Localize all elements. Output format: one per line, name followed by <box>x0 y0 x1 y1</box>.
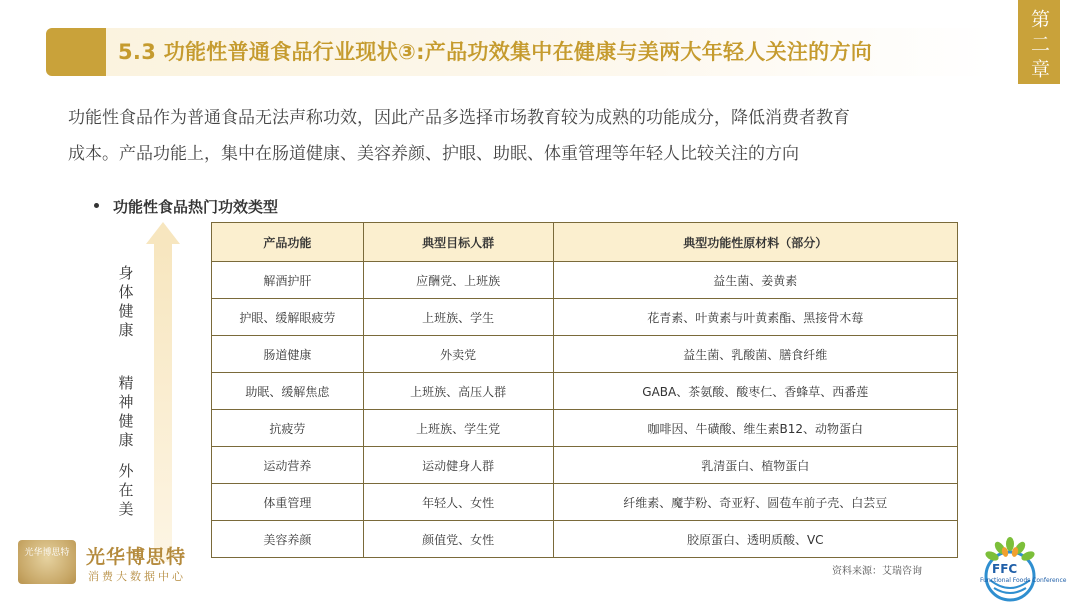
cell-materials: 益生菌、姜黄素 <box>553 262 957 299</box>
side-label-appearance: 外在美 <box>118 462 134 518</box>
table-row <box>212 410 958 447</box>
cell-target: 上班族、高压人群 <box>363 373 553 410</box>
bullet-label: 功能性食品热门功效类型 <box>113 198 279 216</box>
table-row <box>212 484 958 521</box>
arrow-head <box>146 222 180 244</box>
up-arrow-icon <box>146 222 180 562</box>
cell-materials: 纤维素、魔芋粉、奇亚籽、圆苞车前子壳、白芸豆 <box>553 484 957 521</box>
cell-target: 年轻人、女性 <box>363 484 553 521</box>
side-label-mental-health: 精神健康 <box>118 374 134 449</box>
section-bullet <box>94 196 278 217</box>
logo-name: 光华博思特 <box>86 546 187 568</box>
header-target: 典型目标人群 <box>363 223 553 262</box>
cell-materials: GABA、茶氨酸、酸枣仁、香蜂草、西番莲 <box>553 373 957 410</box>
table-header-row <box>212 223 958 262</box>
table-row <box>212 521 958 558</box>
bullet-dot-icon <box>94 203 99 208</box>
table-row <box>212 447 958 484</box>
table-row <box>212 299 958 336</box>
cell-function: 体重管理 <box>212 484 364 521</box>
guanghua-logo <box>18 540 198 586</box>
title-accent-block <box>46 28 106 76</box>
cell-function: 解酒护肝 <box>212 262 364 299</box>
table-row <box>212 262 958 299</box>
intro-line-1: 功能性食品作为普通食品无法声称功效，因此产品多选择市场教育较为成熟的功能成分，降低消费者教育 <box>68 108 850 128</box>
arrow-shaft <box>154 244 172 562</box>
logo-subtitle: 消费大数据中心 <box>88 570 186 583</box>
cell-materials: 益生菌、乳酸菌、膳食纤维 <box>553 336 957 373</box>
ffc-logo <box>978 536 1067 602</box>
cell-target: 运动健身人群 <box>363 447 553 484</box>
cell-function: 护眼、缓解眼疲劳 <box>212 299 364 336</box>
cell-target: 应酬党、上班族 <box>363 262 553 299</box>
cell-target: 外卖党 <box>363 336 553 373</box>
guanghua-badge-icon: 光华博思特 <box>18 540 76 584</box>
chapter-tab: 第二章 <box>1018 0 1060 84</box>
cell-materials: 乳清蛋白、植物蛋白 <box>553 447 957 484</box>
cell-materials: 咖啡因、牛磺酸、维生素B12、动物蛋白 <box>553 410 957 447</box>
cell-target: 上班族、学生党 <box>363 410 553 447</box>
cell-target: 颜值党、女性 <box>363 521 553 558</box>
page-title: 5.3 功能性普通食品行业现状③:产品功效集中在健康与美两大年轻人关注的方向 <box>118 40 873 64</box>
cell-function: 运动营养 <box>212 447 364 484</box>
table-row <box>212 336 958 373</box>
cell-function: 抗疲劳 <box>212 410 364 447</box>
cell-materials: 胶原蛋白、透明质酸、VC <box>553 521 957 558</box>
source-note: 资料来源：艾瑞咨询 <box>832 566 922 577</box>
cell-materials: 花青素、叶黄素与叶黄素酯、黑接骨木莓 <box>553 299 957 336</box>
cell-target: 上班族、学生 <box>363 299 553 336</box>
cell-function: 肠道健康 <box>212 336 364 373</box>
ffc-subtitle: Functional Foods Conference <box>980 577 1067 584</box>
intro-text <box>68 100 1018 172</box>
header-materials: 典型功能性原材料（部分） <box>553 223 957 262</box>
ffc-name: FFC <box>992 562 1018 576</box>
title-bar <box>46 24 992 78</box>
function-table <box>211 222 958 558</box>
cell-function: 助眠、缓解焦虑 <box>212 373 364 410</box>
table-row <box>212 373 958 410</box>
header-function: 产品功能 <box>212 223 364 262</box>
intro-line-2: 成本。产品功能上，集中在肠道健康、美容养颜、护眼、助眠、体重管理等年轻人比较关注的方向 <box>68 144 799 164</box>
cell-function: 美容养颜 <box>212 521 364 558</box>
side-label-body-health: 身体健康 <box>118 264 134 339</box>
